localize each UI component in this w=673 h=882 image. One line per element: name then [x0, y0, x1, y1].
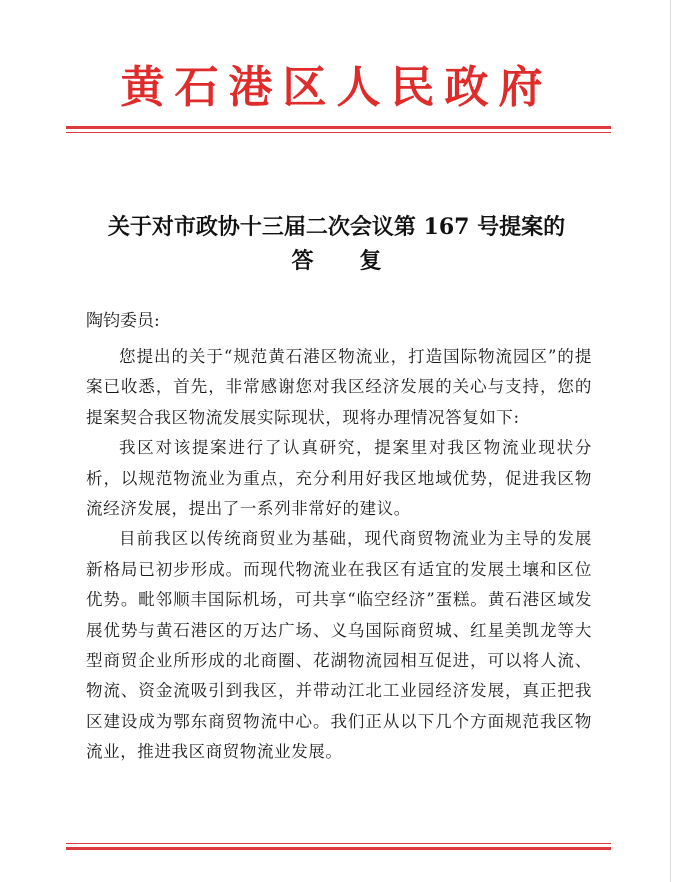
header-rule-thin [66, 132, 611, 133]
document-title [70, 210, 603, 278]
document-title-line2: 答复 [291, 248, 428, 274]
body-paragraph-3: 目前我区以传统商贸业为基础，现代商贸物流业为主导的发展新格局已初步形成。而现代物流业在我区有适宜的发展土壤和区位优势。毗邻顺丰国际机场，可共享“临空经济”蛋糕。黄石港区域发展优势与黄石港区的万达广场、义乌国际商贸城、红星美凯龙等大型商贸企业所形成的北商圈、花湖物流园相互促进，可以将人流、物流、资金流吸引到我区，并带动江北工业园经济发展，真正把我区建设成为鄂东商贸物流中心。我们正从以下几个方面规范我区物流业，推进我区商贸物流业发展。 [86, 529, 592, 762]
footer-rule-thin [66, 843, 611, 844]
document-body [86, 342, 592, 768]
footer-rule-thick [66, 847, 611, 850]
document-title-line1: 关于对市政协十三届二次会议第 167 号提案的 [107, 214, 566, 240]
page-edge [670, 0, 671, 882]
header-rule-thick [66, 126, 611, 129]
salutation: 陶钧委员: [86, 311, 160, 331]
body-paragraph-2: 我区对该提案进行了认真研究，提案里对我区物流业现状分析，以规范物流业为重点，充分利用好我区地域优势，促进我区物流经济发展，提出了一系列非常好的建议。 [86, 438, 592, 519]
body-paragraph-1: 您提出的关于“规范黄石港区物流业，打造国际物流园区”的提案已收悉，首先，非常感谢您对我区经济发展的关心与支持，您的提案契合我区物流发展实际现状，现将办理情况答复如下: [86, 347, 592, 427]
org-header-title: 黄石港区人民政府 [120, 62, 553, 113]
